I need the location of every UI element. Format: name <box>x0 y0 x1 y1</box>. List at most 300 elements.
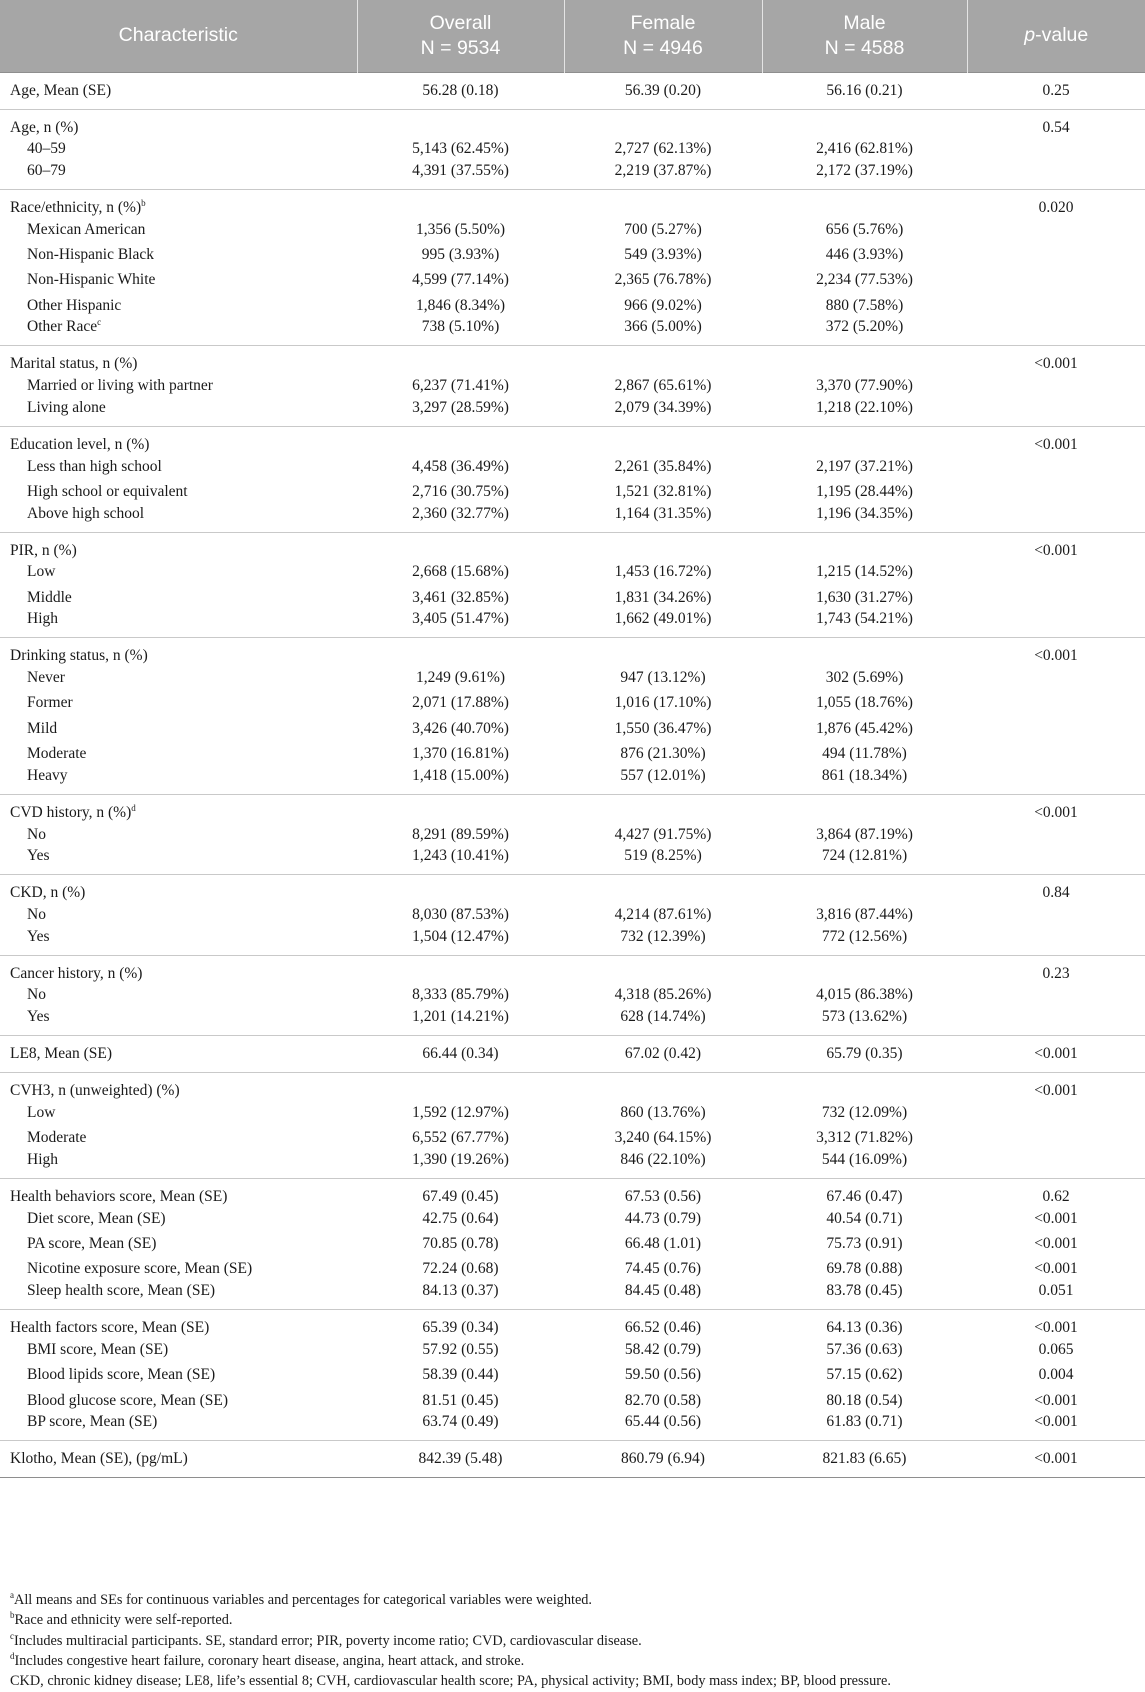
cell-female: 2,079 (34.39%) <box>614 398 712 416</box>
cell-p-value: 0.84 <box>1042 884 1070 902</box>
row-label-text: Above high school <box>27 504 145 522</box>
table-group <box>0 638 1145 795</box>
cell-female: 82.70 (0.58) <box>624 1391 702 1409</box>
cell-female: 67.02 (0.42) <box>624 1045 702 1063</box>
table-row <box>0 1100 1145 1125</box>
table-row <box>0 1008 1145 1036</box>
cell-overall <box>357 955 564 983</box>
cell-male: 2,197 (37.21%) <box>816 457 913 475</box>
table-group <box>0 532 1145 638</box>
table-row <box>0 1337 1145 1362</box>
row-label <box>0 928 357 956</box>
cell-p-value: <0.001 <box>1034 355 1078 373</box>
cell-p-value <box>967 162 1145 190</box>
row-label <box>0 716 357 741</box>
row-label-text: Moderate <box>27 745 87 763</box>
cell-male: 3,816 (87.44%) <box>816 906 913 924</box>
table-row <box>0 346 1145 374</box>
table-row <box>0 137 1145 162</box>
table-group <box>0 346 1145 426</box>
cell-p-value: <0.001 <box>1034 1235 1078 1252</box>
table-row <box>0 1231 1145 1256</box>
table-row <box>0 1413 1145 1441</box>
header-row <box>0 0 1145 72</box>
cell-female: 966 (9.02%) <box>624 296 702 314</box>
row-label <box>0 399 357 427</box>
row-label <box>0 767 357 795</box>
row-label <box>0 983 357 1008</box>
table-row <box>0 1151 1145 1179</box>
row-label <box>0 691 357 716</box>
cell-female: 519 (8.25%) <box>624 847 702 865</box>
cell-female: 2,365 (76.78%) <box>614 271 712 289</box>
row-label <box>0 426 357 454</box>
cell-p-value <box>967 454 1145 479</box>
table-group <box>0 794 1145 874</box>
header-characteristic: Characteristic <box>0 0 357 72</box>
cell-male: 544 (16.09%) <box>821 1150 908 1168</box>
row-label-text: Mexican American <box>27 220 146 238</box>
header-overall: Overall N = 9534 <box>357 0 564 72</box>
cell-female <box>564 875 762 903</box>
cell-male: 880 (7.58%) <box>825 296 904 314</box>
table-row <box>0 742 1145 767</box>
row-label-text: BMI score, Mean (SE) <box>27 1340 169 1358</box>
table-group <box>0 426 1145 532</box>
cell-p-value: <0.001 <box>1034 1450 1078 1468</box>
row-label <box>0 1036 357 1073</box>
footnote-marker: c <box>97 317 102 328</box>
cell-overall: 3,426 (40.70%) <box>412 719 509 737</box>
cell-overall <box>357 346 564 374</box>
cell-overall: 42.75 (0.64) <box>422 1209 499 1227</box>
table-group <box>0 875 1145 955</box>
cell-overall: 81.51 (0.45) <box>422 1391 499 1409</box>
table-row <box>0 268 1145 293</box>
cell-overall: 3,405 (51.47%) <box>412 610 509 628</box>
table-row <box>0 1036 1145 1073</box>
cell-p-value <box>967 318 1145 346</box>
row-label <box>0 1413 357 1441</box>
cell-female: 366 (5.00%) <box>624 318 702 336</box>
cell-female <box>564 109 762 137</box>
cell-p-value <box>967 902 1145 927</box>
row-label <box>0 794 357 822</box>
table-row <box>0 983 1145 1008</box>
cell-p-value: <0.001 <box>1034 1319 1078 1337</box>
cell-overall: 1,243 (10.41%) <box>412 847 509 865</box>
row-label <box>0 217 357 242</box>
cell-male: 61.83 (0.71) <box>826 1413 903 1431</box>
cell-male: 494 (11.78%) <box>822 745 907 763</box>
cell-female: 732 (12.39%) <box>620 927 706 945</box>
cell-male <box>762 955 967 983</box>
cell-p-value <box>967 373 1145 398</box>
cell-p-value <box>967 137 1145 162</box>
row-label <box>0 638 357 666</box>
cell-overall <box>357 638 564 666</box>
cell-p-value: 0.23 <box>1042 964 1070 982</box>
cell-female: 56.39 (0.20) <box>624 81 702 99</box>
cell-male: 69.78 (0.88) <box>826 1260 903 1278</box>
cell-p-value: 0.62 <box>1042 1187 1070 1205</box>
row-label <box>0 373 357 398</box>
cell-male <box>762 532 967 560</box>
cell-p-value <box>967 742 1145 767</box>
row-label-text: Diet score, Mean (SE) <box>27 1209 166 1227</box>
table-row <box>0 638 1145 666</box>
row-label-text: No <box>27 825 46 843</box>
cell-p-value: 0.020 <box>1038 198 1074 216</box>
row-label <box>0 847 357 875</box>
row-label-text: CVH3, n (unweighted) (%) <box>10 1082 180 1100</box>
row-label <box>0 242 357 267</box>
table-row <box>0 585 1145 610</box>
table-row <box>0 293 1145 318</box>
cell-overall: 4,458 (36.49%) <box>412 457 509 475</box>
cell-p-value: 0.25 <box>1042 81 1070 99</box>
footnote <box>10 1590 1140 1610</box>
table-row <box>0 1178 1145 1206</box>
row-label-text: Middle <box>27 588 72 606</box>
cell-overall: 3,461 (32.85%) <box>412 588 509 606</box>
row-label-text: Education level, n (%) <box>10 435 150 453</box>
cell-female <box>564 532 762 560</box>
cell-male: 1,215 (14.52%) <box>816 563 913 581</box>
row-label-text: Cancer history, n (%) <box>10 964 143 982</box>
cell-female: 44.73 (0.79) <box>624 1209 702 1227</box>
cell-female: 860 (13.76%) <box>620 1103 706 1121</box>
row-label-text: Non-Hispanic White <box>27 271 156 289</box>
row-label-text: Blood lipids score, Mean (SE) <box>27 1366 216 1384</box>
cell-female: 1,164 (31.35%) <box>614 504 712 522</box>
cell-male <box>762 638 967 666</box>
footnote-marker: b <box>10 1610 15 1621</box>
row-label <box>0 72 357 109</box>
footnote-text: Race and ethnicity were self-reported. <box>14 1612 233 1629</box>
cell-female: 59.50 (0.56) <box>624 1366 702 1384</box>
row-label <box>0 137 357 162</box>
table-row <box>0 928 1145 956</box>
row-label <box>0 1441 357 1478</box>
row-label-text: No <box>27 906 46 924</box>
cell-p-value <box>967 585 1145 610</box>
cell-male: 83.78 (0.45) <box>826 1282 903 1300</box>
table-row <box>0 955 1145 983</box>
cell-p-value: 0.004 <box>1038 1366 1074 1384</box>
row-label-text: Mild <box>27 719 58 737</box>
cell-female: 65.44 (0.56) <box>624 1413 702 1431</box>
cell-female: 2,727 (62.13%) <box>614 140 712 158</box>
cell-overall: 57.92 (0.55) <box>422 1340 499 1358</box>
row-label-text: Nicotine exposure score, Mean (SE) <box>27 1260 253 1278</box>
cell-male: 2,172 (37.19%) <box>816 161 913 179</box>
cell-female <box>564 794 762 822</box>
cell-p-value <box>967 610 1145 638</box>
row-label-text: BP score, Mean (SE) <box>27 1413 158 1431</box>
row-label <box>0 902 357 927</box>
table-row <box>0 560 1145 585</box>
table-row <box>0 1362 1145 1387</box>
cell-overall: 67.49 (0.45) <box>422 1187 499 1205</box>
cell-male: 2,234 (77.53%) <box>816 271 913 289</box>
cell-overall: 1,201 (14.21%) <box>412 1008 509 1026</box>
cell-overall: 995 (3.93%) <box>421 245 500 263</box>
row-label-text: Married or living with partner <box>27 377 213 395</box>
row-label-text: 40–59 <box>27 140 66 158</box>
cell-p-value <box>967 479 1145 504</box>
row-label-text: Yes <box>27 927 50 945</box>
cell-male <box>762 875 967 903</box>
row-label <box>0 346 357 374</box>
row-label <box>0 610 357 638</box>
cell-male: 573 (13.62%) <box>821 1008 908 1026</box>
row-label-text: CKD, n (%) <box>10 884 86 902</box>
table-group <box>0 1178 1145 1309</box>
row-label-text: Low <box>27 563 56 581</box>
cell-male: 1,055 (18.76%) <box>816 694 913 712</box>
footnote-marker: d <box>10 1651 15 1662</box>
footnote-marker: d <box>131 802 136 813</box>
cell-p-value <box>967 983 1145 1008</box>
cell-p-value <box>967 268 1145 293</box>
cell-overall: 8,333 (85.79%) <box>412 986 509 1004</box>
cell-male: 1,218 (22.10%) <box>816 398 913 416</box>
table-row <box>0 767 1145 795</box>
cell-p-value <box>967 1126 1145 1151</box>
cell-overall: 1,370 (16.81%) <box>412 745 509 763</box>
row-label <box>0 293 357 318</box>
cell-overall <box>357 426 564 454</box>
row-label-text: Health behaviors score, Mean (SE) <box>10 1187 228 1205</box>
cell-p-value: 0.051 <box>1038 1282 1074 1300</box>
table-row <box>0 162 1145 190</box>
row-label <box>0 1178 357 1206</box>
row-label <box>0 1282 357 1310</box>
cell-male: 1,195 (28.44%) <box>816 482 913 500</box>
table-row <box>0 1126 1145 1151</box>
table-row <box>0 72 1145 109</box>
table-row <box>0 532 1145 560</box>
cell-male: 3,864 (87.19%) <box>816 825 913 843</box>
row-label-text: Race/ethnicity, n (%) <box>10 198 142 216</box>
cell-male: 861 (18.34%) <box>821 766 908 784</box>
table-group <box>0 1036 1145 1073</box>
cell-p-value <box>967 716 1145 741</box>
table-header <box>0 0 1145 72</box>
row-label-text: Moderate <box>27 1129 87 1147</box>
row-label-text: LE8, Mean (SE) <box>10 1045 113 1063</box>
cell-p-value <box>967 1008 1145 1036</box>
cell-p-value: <0.001 <box>1034 435 1078 453</box>
footnote <box>10 1631 1140 1651</box>
row-label-text: CVD history, n (%) <box>10 803 132 821</box>
cell-female: 1,521 (32.81%) <box>614 482 712 500</box>
footnote-marker: c <box>10 1630 14 1641</box>
cell-p-value <box>967 399 1145 427</box>
cell-overall: 63.74 (0.49) <box>422 1413 499 1431</box>
cell-overall: 2,716 (30.75%) <box>412 482 509 500</box>
table-row <box>0 426 1145 454</box>
cell-p-value: <0.001 <box>1034 1082 1078 1100</box>
footnote-marker: a <box>10 1590 14 1601</box>
table-row <box>0 822 1145 847</box>
table-group <box>0 189 1145 346</box>
cell-female: 557 (12.01%) <box>620 766 706 784</box>
row-label <box>0 1008 357 1036</box>
row-label <box>0 1337 357 1362</box>
table-footnotes <box>10 1590 1140 1691</box>
table-row <box>0 217 1145 242</box>
cell-female <box>564 189 762 217</box>
table-row <box>0 189 1145 217</box>
row-label-text: Non-Hispanic Black <box>27 245 154 263</box>
cell-male <box>762 109 967 137</box>
row-label-text: Age, n (%) <box>10 118 79 136</box>
cell-p-value: 0.54 <box>1042 118 1070 136</box>
cell-p-value <box>967 217 1145 242</box>
cell-female: 2,867 (65.61%) <box>614 377 712 395</box>
row-label <box>0 1257 357 1282</box>
cell-overall: 1,418 (15.00%) <box>412 766 509 784</box>
cell-overall <box>357 189 564 217</box>
row-label <box>0 505 357 533</box>
cell-overall: 1,249 (9.61%) <box>415 669 506 687</box>
cell-overall <box>357 794 564 822</box>
table-group <box>0 1073 1145 1179</box>
row-label-text: No <box>27 986 46 1004</box>
cell-overall: 6,237 (71.41%) <box>412 377 509 395</box>
cell-female: 846 (22.10%) <box>620 1150 706 1168</box>
header-p-value: p-value <box>967 0 1145 72</box>
cell-p-value <box>967 767 1145 795</box>
cell-female: 947 (13.12%) <box>620 669 706 687</box>
row-label <box>0 162 357 190</box>
row-label <box>0 109 357 137</box>
cell-overall: 2,071 (17.88%) <box>412 694 509 712</box>
cell-p-value: <0.001 <box>1034 541 1078 559</box>
row-label-text: Never <box>27 669 65 687</box>
table-row <box>0 1388 1145 1413</box>
cell-male <box>762 189 967 217</box>
cell-female: 67.53 (0.56) <box>624 1187 702 1205</box>
cell-female: 2,219 (37.87%) <box>614 161 712 179</box>
row-label <box>0 1151 357 1179</box>
cell-p-value <box>967 560 1145 585</box>
row-label-text: Other Race <box>27 318 98 336</box>
table-row <box>0 1073 1145 1101</box>
cell-p-value: <0.001 <box>1034 1413 1078 1431</box>
cell-female: 1,662 (49.01%) <box>614 610 712 628</box>
cell-male: 772 (12.56%) <box>821 927 908 945</box>
cell-female: 74.45 (0.76) <box>624 1260 702 1278</box>
cell-p-value <box>967 242 1145 267</box>
table-row <box>0 716 1145 741</box>
cell-male: 724 (12.81%) <box>821 847 908 865</box>
table-row <box>0 1310 1145 1338</box>
cell-overall: 8,030 (87.53%) <box>412 906 509 924</box>
row-label-text: PIR, n (%) <box>10 541 77 559</box>
cell-overall: 56.28 (0.18) <box>422 81 499 99</box>
footnote <box>10 1671 1140 1691</box>
row-label <box>0 822 357 847</box>
cell-male: 2,416 (62.81%) <box>816 140 913 158</box>
table-row <box>0 373 1145 398</box>
table-group <box>0 109 1145 189</box>
row-label <box>0 479 357 504</box>
row-label <box>0 454 357 479</box>
cell-p-value <box>967 293 1145 318</box>
cell-overall: 3,297 (28.59%) <box>412 398 509 416</box>
table-row <box>0 318 1145 346</box>
cell-female: 58.42 (0.79) <box>624 1340 702 1358</box>
cell-female <box>564 346 762 374</box>
cell-female: 1,453 (16.72%) <box>614 563 712 581</box>
cell-overall: 1,504 (12.47%) <box>412 927 509 945</box>
cell-p-value <box>967 928 1145 956</box>
cell-male: 656 (5.76%) <box>825 220 904 238</box>
cell-overall <box>357 875 564 903</box>
row-label-text: Other Hispanic <box>27 296 122 314</box>
cell-p-value <box>967 1151 1145 1179</box>
cell-overall: 5,143 (62.45%) <box>412 140 509 158</box>
cell-female <box>564 426 762 454</box>
cell-overall <box>357 109 564 137</box>
table-row <box>0 399 1145 427</box>
header-female: Female N = 4946 <box>564 0 762 72</box>
table-row <box>0 665 1145 690</box>
row-label-text: Living alone <box>27 398 106 416</box>
row-label <box>0 268 357 293</box>
cell-p-value: <0.001 <box>1034 647 1078 665</box>
row-label <box>0 532 357 560</box>
cell-male: 302 (5.69%) <box>825 669 904 687</box>
cell-overall: 4,599 (77.14%) <box>412 271 509 289</box>
cell-female: 3,240 (64.15%) <box>614 1129 712 1147</box>
cell-overall: 1,390 (19.26%) <box>412 1150 509 1168</box>
cell-male: 1,630 (31.27%) <box>816 588 913 606</box>
cell-overall <box>357 1073 564 1101</box>
row-label <box>0 1231 357 1256</box>
table-group <box>0 1441 1145 1478</box>
cell-male <box>762 346 967 374</box>
table-row <box>0 479 1145 504</box>
cell-overall: 2,360 (32.77%) <box>412 504 509 522</box>
cell-overall <box>357 532 564 560</box>
cell-female: 1,831 (34.26%) <box>614 588 712 606</box>
cell-p-value <box>967 691 1145 716</box>
cell-p-value <box>967 847 1145 875</box>
table-row <box>0 1257 1145 1282</box>
cell-male: 3,370 (77.90%) <box>816 377 913 395</box>
cell-male <box>762 426 967 454</box>
cell-male: 1,876 (45.42%) <box>816 719 913 737</box>
table-row <box>0 691 1145 716</box>
footnote-text: All means and SEs for continuous variables and percentages for categorical variables were weighted. <box>14 1592 593 1608</box>
row-label <box>0 955 357 983</box>
cell-p-value <box>967 822 1145 847</box>
cell-female: 549 (3.93%) <box>624 245 702 263</box>
cell-overall: 72.24 (0.68) <box>422 1260 499 1278</box>
cell-p-value: 0.065 <box>1038 1340 1074 1358</box>
row-label-text: Heavy <box>27 766 68 784</box>
row-label <box>0 1362 357 1387</box>
cell-overall: 65.39 (0.34) <box>422 1319 499 1337</box>
row-label <box>0 318 357 346</box>
table-row <box>0 610 1145 638</box>
row-label-text: Less than high school <box>27 457 162 475</box>
row-label-text: Yes <box>27 847 50 865</box>
